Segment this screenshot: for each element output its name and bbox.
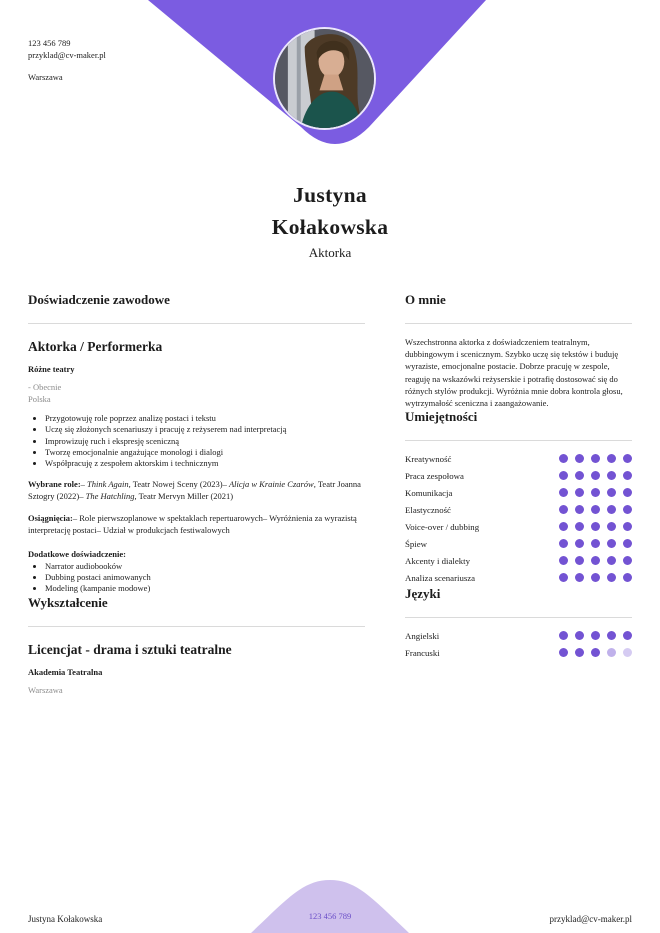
- rating-dot-icon: [591, 573, 600, 582]
- candidate-title: Aktorka: [308, 245, 352, 260]
- rating-dot-icon: [591, 454, 600, 463]
- rating-dot-icon: [607, 471, 616, 480]
- footer-phone: 123 456 789: [308, 911, 352, 921]
- rating-dot-icon: [591, 522, 600, 531]
- rating-label: Akcenty i dialekty: [405, 555, 470, 566]
- rating-dot-icon: [575, 573, 584, 582]
- rating-row: [405, 450, 632, 467]
- rating-dot-icon: [591, 539, 600, 548]
- list-item: • Improwizuję ruch i ekspresję sceniczną: [45, 436, 365, 447]
- rating-dot-icon: [559, 648, 568, 657]
- portrait-illustration-icon: [275, 29, 374, 128]
- skills-rating-list: [405, 450, 632, 586]
- rating-dots: [552, 471, 632, 480]
- rating-row: [405, 569, 632, 586]
- roles-text: , Teatr Mervyn Miller (2021): [134, 491, 234, 502]
- additional-experience-list: [28, 561, 365, 595]
- rating-dot-icon: [575, 488, 584, 497]
- languages-heading: Języki: [405, 586, 441, 602]
- rating-dot-icon: [559, 573, 568, 582]
- role-title: Alicja w Krainie Czarów: [228, 479, 314, 490]
- section-divider: [405, 440, 632, 441]
- left-column: [28, 292, 365, 696]
- rating-dot-icon: [559, 488, 568, 497]
- rating-row: [405, 518, 632, 535]
- role-title: Think Again: [87, 479, 129, 490]
- rating-row: [405, 535, 632, 552]
- rating-dot-icon: [591, 471, 600, 480]
- contact-email: przyklad@cv-maker.pl: [28, 49, 106, 60]
- list-item: • Współpracuję z zespołem aktorskim i technicznym: [45, 458, 365, 469]
- section-divider: [28, 626, 365, 627]
- additional-experience-label: Dodatkowe doświadczenie:: [28, 548, 126, 559]
- rating-row: [405, 467, 632, 484]
- rating-dot-icon: [575, 522, 584, 531]
- rating-dots: [552, 488, 632, 497]
- contact-phone: 123 456 789: [28, 38, 71, 48]
- rating-dot-icon: [607, 505, 616, 514]
- rating-dot-icon: [607, 573, 616, 582]
- list-item: • Tworzę emocjonalnie angażujące monologi i dialogi: [45, 447, 365, 458]
- roles-text: , Teatr Nowej Sceny (2023)–: [128, 479, 229, 490]
- job-period: - Obecnie: [28, 382, 62, 392]
- rating-dot-icon: [591, 488, 600, 497]
- rating-dot-icon: [575, 556, 584, 565]
- rating-dots: [552, 539, 632, 548]
- rating-dot-icon: [575, 505, 584, 514]
- selected-roles-paragraph: [28, 479, 365, 503]
- name-block: [0, 179, 660, 261]
- footer-dome-shape: [251, 877, 409, 933]
- candidate-name: [0, 179, 660, 243]
- list-item: • Narrator audiobooków: [45, 561, 365, 572]
- list-item: • Uczę się złożonych scenariuszy i pracuję z reżyserem nad interpretacją: [45, 424, 365, 435]
- rating-dots: [552, 556, 632, 565]
- rating-label: Voice-over / dubbing: [405, 521, 480, 532]
- school-name: Akademia Teatralna: [28, 666, 103, 677]
- rating-row: [405, 552, 632, 569]
- job-duties-list: [28, 413, 365, 469]
- section-divider: [405, 617, 632, 618]
- list-item: • Przygotowuję role poprzez analizę postaci i tekstu: [45, 413, 365, 424]
- rating-label: Śpiew: [405, 538, 427, 549]
- degree-title: Licencjat - drama i sztuki teatralne: [28, 641, 232, 657]
- role-title: The Hatchling: [85, 491, 135, 502]
- last-name: Kołakowska: [271, 215, 389, 239]
- list-item: • Modeling (kampanie modowe): [45, 583, 365, 594]
- achievements-label: Osiągnięcia:: [28, 513, 73, 524]
- rating-dot-icon: [559, 505, 568, 514]
- about-heading: O mnie: [405, 292, 446, 307]
- job-title-heading: Aktorka / Performerka: [28, 339, 163, 354]
- rating-dot-icon: [559, 522, 568, 531]
- rating-dots: [552, 522, 632, 531]
- rating-dot-icon: [623, 631, 632, 640]
- rating-dot-icon: [559, 539, 568, 548]
- education-heading: Wykształcenie: [28, 594, 108, 610]
- rating-dot-icon: [607, 539, 616, 548]
- rating-dot-icon: [607, 522, 616, 531]
- job-period-location: [28, 382, 365, 405]
- rating-dots: [552, 454, 632, 463]
- rating-row: [405, 501, 632, 518]
- about-text: Wszechstronna aktorka z doświadczeniem teatralnym, dubbingowym i scenicznym. Szybko uczę się tekstów i buduję wyraziste, emocjonalne postacie. Dobrze pracuję w zespole, reaguję na wskazówki reżyserskie i potrafię dostosować się do różnych stylów produkcji. Wyróżnia mnie dobra kontrola głosu, wytrzymałość sceniczna i zaangażowanie.: [405, 337, 623, 409]
- roles-text: –: [80, 479, 88, 490]
- rating-dots: [552, 631, 632, 640]
- rating-dot-icon: [559, 631, 568, 640]
- rating-label: Angielski: [405, 630, 440, 641]
- rating-dot-icon: [591, 648, 600, 657]
- list-item: • Dubbing postaci animowanych: [45, 572, 365, 583]
- rating-dot-icon: [623, 539, 632, 548]
- rating-dot-icon: [623, 471, 632, 480]
- rating-dot-icon: [575, 454, 584, 463]
- skills-heading: Umiejętności: [405, 409, 478, 425]
- rating-label: Kreatywność: [405, 453, 452, 464]
- rating-dot-icon: [623, 573, 632, 582]
- employer: Różne teatry: [28, 364, 75, 374]
- selected-roles-label: Wybrane role:: [28, 479, 81, 490]
- right-column: [405, 292, 632, 661]
- rating-dot-icon: [591, 505, 600, 514]
- rating-dot-icon: [623, 522, 632, 531]
- rating-dots: [552, 648, 632, 657]
- rating-dot-icon: [607, 454, 616, 463]
- contact-city: Warszawa: [28, 72, 63, 82]
- rating-dot-icon: [575, 631, 584, 640]
- rating-dots: [552, 505, 632, 514]
- rating-dots: [552, 573, 632, 582]
- rating-dot-icon: [575, 539, 584, 548]
- roles-text: , Teatr Joanna Sztogry (2022)–: [28, 479, 361, 502]
- section-divider: [405, 323, 632, 324]
- rating-dot-icon: [623, 505, 632, 514]
- rating-dot-icon: [575, 648, 584, 657]
- rating-dot-icon: [623, 556, 632, 565]
- rating-dot-icon: [575, 471, 584, 480]
- rating-label: Praca zespołowa: [405, 470, 464, 481]
- section-divider: [28, 323, 365, 324]
- rating-dot-icon: [607, 488, 616, 497]
- job-location: Polska: [28, 393, 51, 404]
- rating-dot-icon: [591, 556, 600, 565]
- rating-label: Komunikacja: [405, 487, 453, 498]
- rating-dot-icon: [623, 454, 632, 463]
- first-name: Justyna: [293, 183, 367, 207]
- achievements-text: – Role pierwszoplanowe w spektaklach repertuarowych– Wyróżnienia za wyrazistą interpretację postaci– Udział w produkcjach festiwalowych: [28, 513, 357, 535]
- school-location: Warszawa: [28, 684, 63, 695]
- languages-rating-list: [405, 627, 632, 661]
- rating-row: [405, 627, 632, 644]
- rating-label: Elastyczność: [405, 504, 451, 515]
- rating-dot-icon: [607, 631, 616, 640]
- rating-dot-icon: [623, 488, 632, 497]
- footer-name: Justyna Kołakowska: [28, 914, 103, 924]
- rating-dot-icon: [591, 631, 600, 640]
- achievements-paragraph: [28, 513, 365, 537]
- rating-dot-icon: [607, 648, 616, 657]
- rating-dot-icon: [623, 648, 632, 657]
- profile-photo: [275, 29, 374, 128]
- rating-dot-icon: [559, 471, 568, 480]
- rating-label: Francuski: [405, 647, 440, 658]
- footer-email: przyklad@cv-maker.pl: [549, 914, 632, 924]
- rating-dot-icon: [607, 556, 616, 565]
- contact-block: [28, 38, 106, 84]
- rating-dot-icon: [559, 556, 568, 565]
- experience-heading: Doświadczenie zawodowe: [28, 292, 170, 307]
- rating-row: [405, 644, 632, 661]
- rating-row: [405, 484, 632, 501]
- rating-dot-icon: [559, 454, 568, 463]
- rating-label: Analiza scenariusza: [405, 572, 476, 583]
